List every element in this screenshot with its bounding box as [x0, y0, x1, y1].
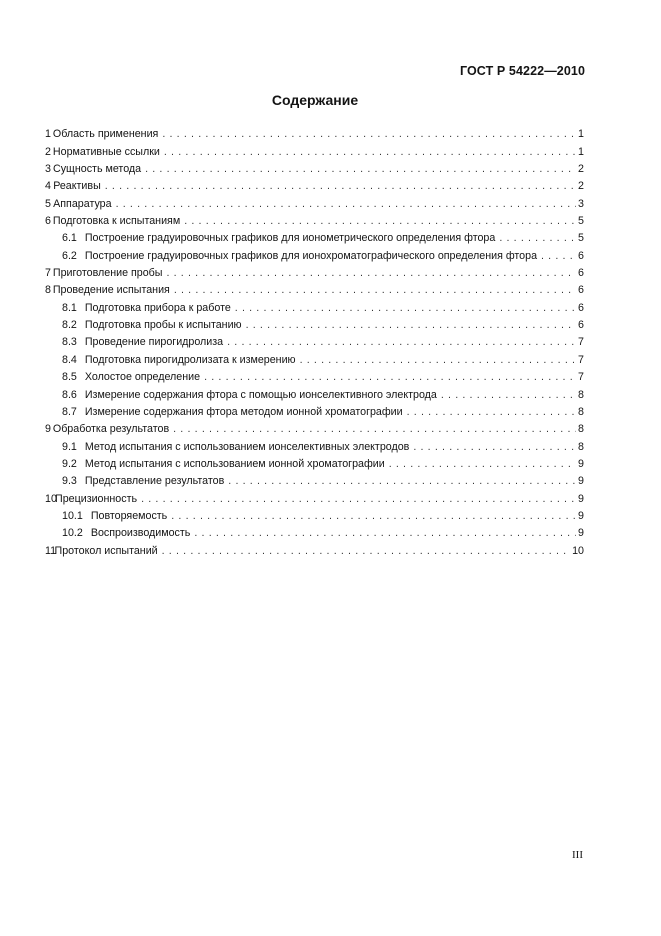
toc-entry[interactable] [45, 419, 584, 436]
toc-entry-number: 8.1 [62, 301, 77, 314]
toc-subentry[interactable] [45, 228, 584, 245]
toc-leader-dots [541, 250, 576, 263]
toc-entry-number: 9.2 [62, 457, 77, 470]
toc-entry-page: 7 [578, 353, 584, 366]
toc-subentry[interactable] [45, 506, 584, 523]
toc-entry-title: Холостое определение [84, 371, 201, 384]
toc-leader-dots [171, 510, 576, 523]
toc-entry-number: 10.1 [62, 509, 83, 522]
toc-entry-number: 8.4 [62, 353, 77, 366]
toc-subentry[interactable] [45, 349, 584, 366]
toc-entry-title: Проведение испытания [52, 284, 170, 297]
document-code: ГОСТ Р 54222—2010 [459, 64, 585, 78]
toc-entry-number: 8.2 [62, 319, 77, 332]
toc-entry-page: 9 [578, 475, 584, 488]
toc-leader-dots [194, 527, 576, 540]
toc-leader-dots [235, 302, 576, 315]
toc-entry-number: 8.7 [62, 405, 77, 418]
toc-leader-dots [173, 423, 576, 436]
toc-entry-page: 6 [578, 267, 584, 280]
toc-leader-dots [300, 354, 576, 367]
toc-entry-title: Представление результатов [84, 475, 225, 488]
toc-leader-dots [227, 336, 576, 349]
toc-leader-dots [162, 128, 576, 141]
toc-entry-title: Подготовка пробы к испытанию [84, 319, 242, 332]
toc-entry[interactable] [45, 124, 584, 141]
toc-entry-title: Прецизионность [55, 492, 138, 505]
toc-entry-page: 7 [578, 336, 584, 349]
toc-leader-dots [164, 146, 576, 159]
table-of-contents [45, 124, 584, 558]
toc-leader-dots [228, 475, 576, 488]
toc-leader-dots [141, 493, 576, 506]
toc-subentry[interactable] [45, 367, 584, 384]
toc-entry-page: 9 [578, 457, 584, 470]
toc-leader-dots [145, 163, 576, 176]
toc-entry-title: Реактивы [53, 180, 101, 193]
toc-leader-dots [407, 406, 576, 419]
toc-entry-number: 3 [45, 163, 51, 176]
toc-entry-number: 2 [45, 145, 51, 158]
toc-entry-page: 9 [578, 527, 584, 540]
toc-entry-number: 10 [45, 492, 57, 505]
toc-entry-title: Метод испытания с использованием ионной хроматографии [84, 457, 385, 470]
toc-entry-number: 8 [45, 284, 51, 297]
toc-leader-dots [389, 458, 576, 471]
toc-entry-page: 6 [578, 301, 584, 314]
toc-entry-page: 9 [578, 492, 584, 505]
toc-entry[interactable] [45, 488, 584, 505]
toc-entry-page: 3 [578, 197, 584, 210]
toc-entry-page: 2 [578, 180, 584, 193]
toc-subentry[interactable] [45, 245, 584, 262]
toc-entry-page: 8 [578, 423, 584, 436]
toc-subentry[interactable] [45, 402, 584, 419]
toc-entry-title: Подготовка к испытаниям [52, 215, 181, 228]
toc-subentry[interactable] [45, 297, 584, 314]
toc-entry-number: 6.2 [62, 249, 77, 262]
toc-entry-title: Сущность метода [53, 163, 142, 176]
toc-entry-number: 10.2 [62, 527, 83, 540]
toc-entry-title: Область применения [52, 128, 159, 141]
toc-entry[interactable] [45, 141, 584, 158]
toc-entry[interactable] [45, 540, 584, 557]
toc-entry-title: Метод испытания с использованием ионселективных электродов [84, 440, 410, 453]
page-number: III [572, 849, 583, 861]
toc-leader-dots [499, 232, 576, 245]
toc-entry-number: 9.1 [62, 440, 77, 453]
toc-subentry[interactable] [45, 315, 584, 332]
toc-entry[interactable] [45, 193, 584, 210]
toc-entry[interactable] [45, 159, 584, 176]
toc-entry-number: 8.6 [62, 388, 77, 401]
toc-entry-page: 7 [578, 371, 584, 384]
toc-entry-page: 10 [572, 544, 584, 557]
toc-leader-dots [174, 284, 576, 297]
toc-subentry[interactable] [45, 454, 584, 471]
toc-entry-title: Нормативные ссылки [52, 145, 160, 158]
toc-entry[interactable] [45, 263, 584, 280]
toc-entry-number: 1 [45, 128, 51, 141]
toc-entry-title: Подготовка пирогидролизата к измерению [84, 353, 296, 366]
toc-entry-number: 7 [45, 267, 51, 280]
toc-entry[interactable] [45, 211, 584, 228]
toc-subentry[interactable] [45, 436, 584, 453]
toc-entry-title: Повторяемость [90, 509, 168, 522]
toc-entry-title: Измерение содержания фтора с помощью ионселективного электрода [84, 388, 437, 401]
toc-leader-dots [166, 267, 576, 280]
toc-entry-page: 9 [578, 509, 584, 522]
page-title: Содержание [271, 92, 359, 108]
toc-leader-dots [105, 180, 576, 193]
toc-entry-title: Построение градуировочных графиков для ионохроматографического определения фтора [84, 249, 538, 262]
toc-subentry[interactable] [45, 523, 584, 540]
toc-entry-title: Построение градуировочных графиков для ионометрического определения фтора [84, 232, 496, 245]
toc-entry-title: Подготовка прибора к работе [84, 301, 231, 314]
toc-entry-title: Обработка результатов [52, 423, 170, 436]
toc-leader-dots [413, 441, 576, 454]
toc-entry-title: Измерение содержания фтора методом ионной хроматографии [84, 405, 403, 418]
toc-entry-number: 9 [45, 423, 51, 436]
toc-entry-number: 8.3 [62, 336, 77, 349]
toc-subentry[interactable] [45, 332, 584, 349]
toc-leader-dots [441, 389, 576, 402]
toc-entry[interactable] [45, 280, 584, 297]
toc-entry-number: 8.5 [62, 371, 77, 384]
toc-entry-page: 6 [578, 319, 584, 332]
toc-entry-title: Аппаратура [53, 197, 112, 210]
toc-entry-page: 8 [578, 440, 584, 453]
toc-entry-title: Приготовление пробы [52, 267, 163, 280]
toc-entry-page: 6 [578, 284, 584, 297]
toc-entry-title: Проведение пирогидролиза [84, 336, 224, 349]
toc-subentry[interactable] [45, 471, 584, 488]
toc-entry-page: 5 [578, 215, 584, 228]
toc-entry-page: 8 [578, 405, 584, 418]
toc-entry-number: 6.1 [62, 232, 77, 245]
toc-entry-page: 1 [578, 145, 584, 158]
toc-entry[interactable] [45, 176, 584, 193]
toc-entry-number: 11 [45, 544, 57, 557]
toc-entry-page: 8 [578, 388, 584, 401]
toc-entry-page: 1 [578, 128, 584, 141]
toc-leader-dots [184, 215, 576, 228]
toc-entry-number: 5 [45, 197, 51, 210]
toc-entry-page: 6 [578, 249, 584, 262]
toc-leader-dots [116, 198, 576, 211]
toc-entry-number: 6 [45, 215, 51, 228]
toc-entry-page: 2 [578, 163, 584, 176]
toc-subentry[interactable] [45, 384, 584, 401]
toc-entry-page: 5 [578, 232, 584, 245]
toc-leader-dots [246, 319, 576, 332]
toc-leader-dots [204, 371, 576, 384]
toc-leader-dots [162, 545, 570, 558]
toc-entry-title: Протокол испытаний [54, 544, 158, 557]
toc-entry-number: 9.3 [62, 475, 77, 488]
toc-entry-number: 4 [45, 180, 51, 193]
toc-entry-title: Воспроизводимость [90, 527, 191, 540]
